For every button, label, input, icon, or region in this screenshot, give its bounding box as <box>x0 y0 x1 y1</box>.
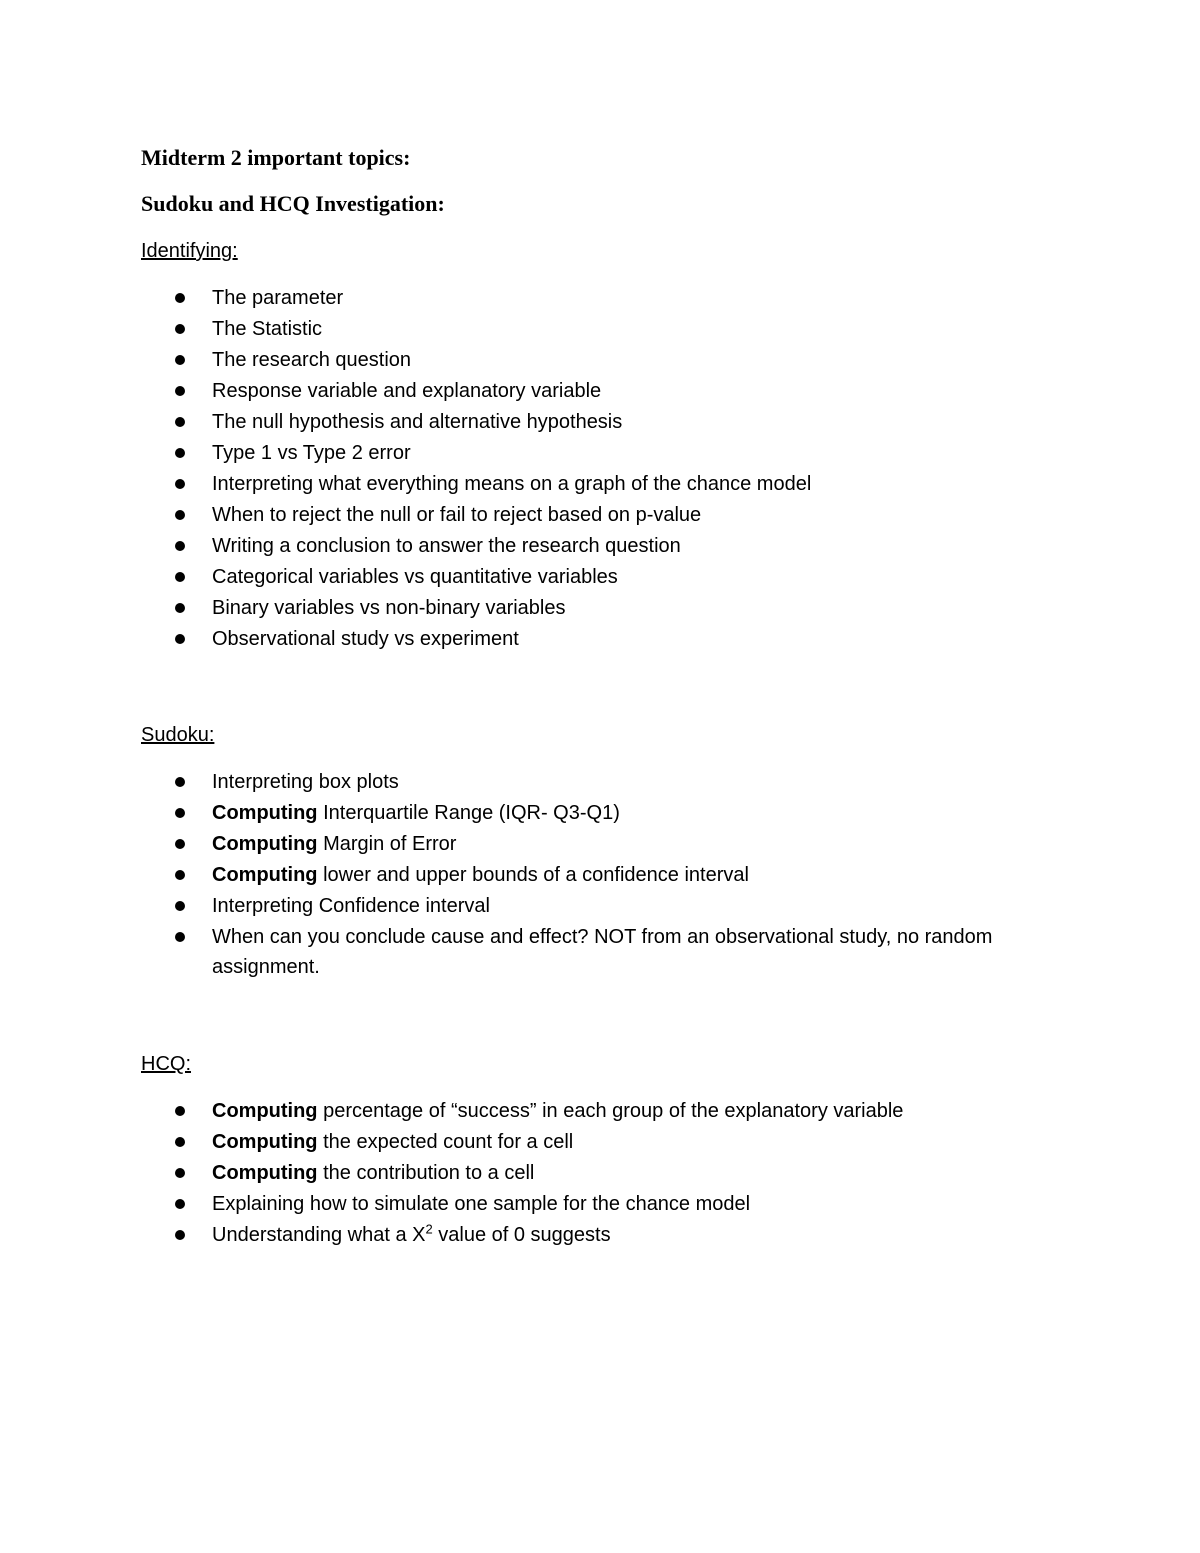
identifying-list <box>141 283 1060 655</box>
list-item: Computing the expected count for a cell <box>141 1127 1060 1158</box>
bullet-icon <box>175 603 185 613</box>
bullet-icon <box>175 1199 185 1209</box>
list-item: Interpreting Confidence interval <box>141 891 1060 922</box>
list-item: Understanding what a $X^2$ value of 0 suggests <box>141 1220 1060 1251</box>
superscript: 2 <box>425 1221 433 1237</box>
list-item: Computing lower and upper bounds of a confidence interval <box>141 860 1060 891</box>
list-item: When can you conclude cause and effect? NOT from an observational study, no random assignment. <box>141 922 1060 983</box>
bullet-icon <box>175 870 185 880</box>
section-label-sudoku: Sudoku: <box>141 724 215 746</box>
bullet-icon <box>175 510 185 520</box>
bullet-icon <box>175 932 185 942</box>
bullet-icon <box>175 355 185 365</box>
sudoku-list <box>141 767 1060 983</box>
bullet-icon <box>175 901 185 911</box>
bullet-icon <box>175 572 185 582</box>
bullet-icon <box>175 1230 185 1240</box>
list-item: Writing a conclusion to answer the research question <box>141 531 1060 562</box>
list-item: Computing percentage of “success” in each group of the explanatory variable <box>141 1096 1060 1127</box>
bullet-icon <box>175 1137 185 1147</box>
bullet-icon <box>175 324 185 334</box>
bullet-icon <box>175 634 185 644</box>
bullet-icon <box>175 448 185 458</box>
document-title: Midterm 2 important topics: <box>141 145 411 170</box>
bullet-icon <box>175 777 185 787</box>
bullet-icon <box>175 1168 185 1178</box>
list-item: Interpreting box plots <box>141 767 1060 798</box>
bullet-icon <box>175 417 185 427</box>
list-item: Observational study vs experiment <box>141 624 1060 655</box>
bullet-icon <box>175 479 185 489</box>
list-item: Response variable and explanatory variable <box>141 376 1060 407</box>
list-item: Type 1 vs Type 2 error <box>141 438 1060 469</box>
list-item: The null hypothesis and alternative hypothesis <box>141 407 1060 438</box>
bullet-icon <box>175 1106 185 1116</box>
section-label-identifying: Identifying: <box>141 240 238 262</box>
list-item: Categorical variables vs quantitative variables <box>141 562 1060 593</box>
list-item: Interpreting what everything means on a graph of the chance model <box>141 469 1060 500</box>
list-item: The parameter <box>141 283 1060 314</box>
section-label-hcq: HCQ: <box>141 1053 191 1075</box>
bullet-icon <box>175 839 185 849</box>
bullet-icon <box>175 386 185 396</box>
list-item: The research question <box>141 345 1060 376</box>
list-item: Computing Margin of Error <box>141 829 1060 860</box>
list-item: Computing Interquartile Range (IQR- Q3-Q1) <box>141 798 1060 829</box>
bullet-icon <box>175 808 185 818</box>
list-item: Explaining how to simulate one sample for the chance model <box>141 1189 1060 1220</box>
list-item: When to reject the null or fail to reject based on p-value <box>141 500 1060 531</box>
hcq-list <box>141 1096 1060 1251</box>
document-subtitle: Sudoku and HCQ Investigation: <box>141 191 445 216</box>
bullet-icon <box>175 293 185 303</box>
bullet-icon <box>175 541 185 551</box>
list-item: The Statistic <box>141 314 1060 345</box>
list-item: Binary variables vs non-binary variables <box>141 593 1060 624</box>
list-item: Computing the contribution to a cell <box>141 1158 1060 1189</box>
